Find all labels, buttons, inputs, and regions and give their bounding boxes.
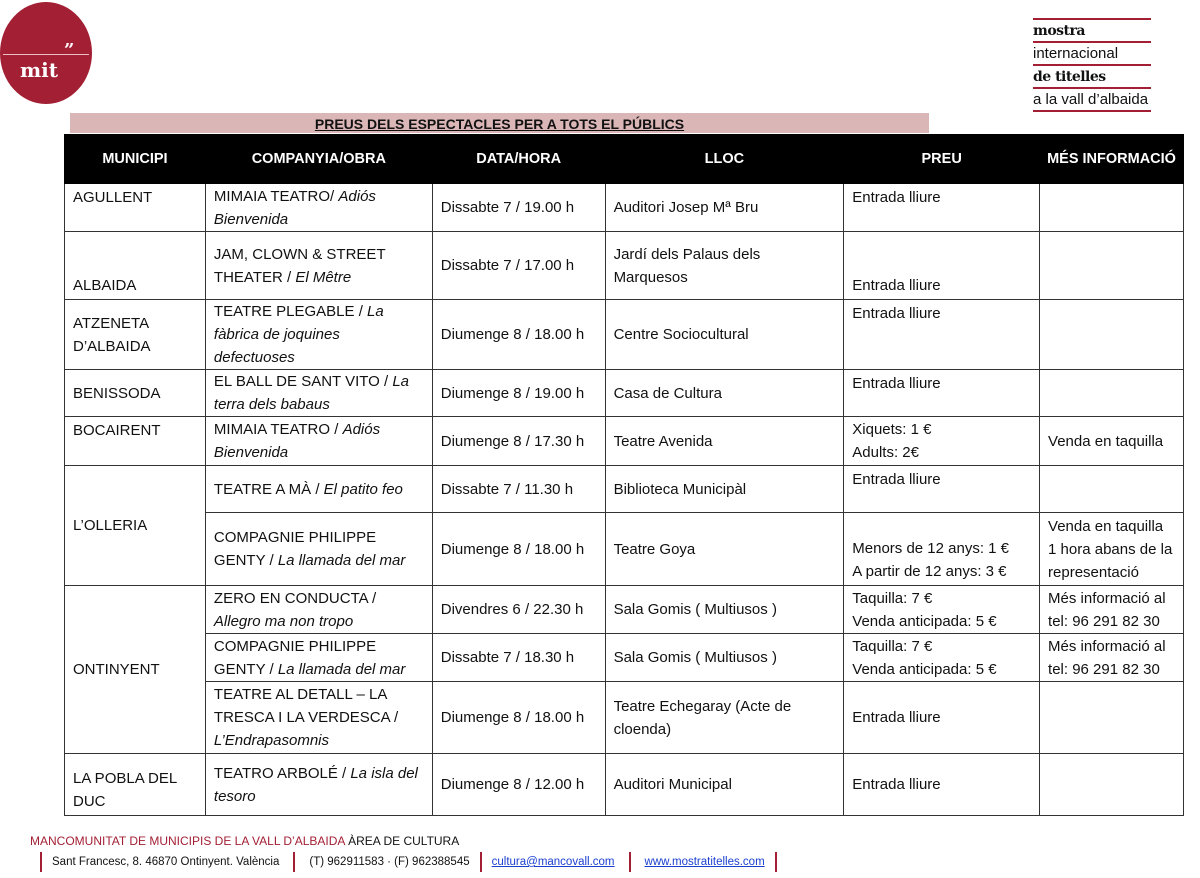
company-name: MIMAIA TEATRO/ (213, 187, 339, 205)
festival-brand (1033, 18, 1151, 112)
price-line: Entrada lliure (852, 277, 941, 294)
company-cell (205, 184, 432, 232)
municipi-cell: LA POBLA DEL DUC (65, 754, 206, 816)
info-cell (1040, 232, 1184, 300)
place-cell: Auditori Municipal (605, 754, 844, 816)
company-cell (205, 634, 432, 682)
work-title: Adiós Bienvenida (213, 187, 376, 228)
col-info: MÉS INFORMACIÓ (1040, 135, 1184, 184)
company-cell (205, 682, 432, 754)
website-link[interactable]: www.mostratitelles.com (644, 856, 765, 868)
price-cell (844, 634, 1040, 682)
table-header (65, 135, 1184, 184)
work-title: El Mêtre (295, 268, 352, 286)
municipi-cell: L’OLLERIA (65, 466, 206, 586)
col-data: DATA/HORA (432, 135, 605, 184)
price-cell (844, 184, 1040, 232)
table-row (65, 634, 1184, 682)
price-cell (844, 417, 1040, 466)
company-name: MIMAIA TEATRO / (213, 421, 343, 438)
logo-text: mit (20, 58, 58, 82)
price-cell (844, 754, 1040, 816)
brand-line: de titelles (1033, 64, 1151, 87)
company-cell (205, 586, 432, 634)
company-cell (205, 466, 432, 513)
place-cell: Biblioteca Municipàl (605, 466, 844, 513)
work-title: El patito feo (323, 480, 403, 498)
price-line: Xiquets: 1 € (852, 421, 932, 438)
place-cell: Jardí dels Palaus dels Marquesos (605, 232, 844, 300)
place-cell: Sala Gomis ( Multiusos ) (605, 586, 844, 634)
price-line: Taquilla: 7 € (852, 589, 933, 607)
work-title: Allegro ma non tropo (213, 612, 354, 630)
company-name: TEATRE PLEGABLE / (213, 303, 368, 320)
company-name: TEATRO ARBOLÉ / (213, 764, 351, 782)
date-cell: Divendres 6 / 22.30 h (432, 586, 605, 634)
date-cell: Diumenge 8 / 18.00 h (432, 682, 605, 754)
page-title-text: PREUS DELS ESPECTACLES PER A TOTS EL PÚBLICS (314, 116, 685, 132)
date-cell: Dissabte 7 / 17.00 h (432, 232, 605, 300)
footer-org (30, 834, 459, 848)
email-link[interactable]: cultura@mancovall.com (491, 856, 615, 868)
company-cell (205, 513, 432, 586)
table-row (65, 370, 1184, 417)
page-title (70, 113, 929, 133)
price-line: Venda anticipada: 5 € (852, 660, 997, 678)
price-cell (844, 466, 1040, 513)
table-row (65, 586, 1184, 634)
place-cell: Centre Sociocultural (605, 300, 844, 370)
price-line: Entrada lliure (852, 189, 941, 206)
place-cell: Sala Gomis ( Multiusos ) (605, 634, 844, 682)
place-cell: Teatre Avenida (605, 417, 844, 466)
date-cell: Dissabte 7 / 18.30 h (432, 634, 605, 682)
table-row (65, 466, 1184, 513)
work-title: La fàbrica de joquines defectuoses (213, 303, 384, 366)
price-cell (844, 370, 1040, 417)
company-name: TEATRE A MÀ / (213, 480, 324, 498)
date-cell: Diumenge 8 / 18.00 h (432, 300, 605, 370)
municipi-cell: BENISSODA (65, 370, 206, 417)
phone: (T) 962911583 · (F) 962388545 (309, 856, 470, 868)
price-cell (844, 513, 1040, 586)
price-line: A partir de 12 anys: 3 € (852, 563, 1007, 580)
price-line: Entrada lliure (852, 709, 941, 726)
table-row (65, 754, 1184, 816)
table-row (65, 232, 1184, 300)
municipi-cell: ONTINYENT (65, 586, 206, 754)
price-line: Adults: 2€ (852, 444, 919, 461)
company-name: ZERO EN CONDUCTA / (213, 589, 377, 607)
work-title: La isla del tesoro (213, 764, 418, 805)
prices-table (64, 134, 1184, 816)
company-name: TEATRE AL DETALL – LA TRESCA I LA VERDESCA / (213, 686, 399, 726)
date-cell: Diumenge 8 / 17.30 h (432, 417, 605, 466)
municipi-cell: AGULLENT (65, 184, 206, 232)
place-cell: Teatre Goya (605, 513, 844, 586)
work-title: La terra dels babaus (213, 373, 410, 413)
brand-line: mostra (1033, 18, 1151, 41)
municipi-cell: BOCAIRENT (65, 417, 206, 466)
company-cell (205, 417, 432, 466)
col-municipi: MUNICIPI (65, 135, 206, 184)
address: Sant Francesc, 8. 46870 Ontinyent. València (52, 856, 280, 868)
info-cell (1040, 184, 1184, 232)
brand-line: internacional (1033, 41, 1151, 64)
company-name: EL BALL DE SANT VITO / (213, 373, 393, 390)
info-cell: Venda en taquilla 1 hora abans de la representació (1040, 513, 1184, 586)
place-cell: Casa de Cultura (605, 370, 844, 417)
price-cell (844, 586, 1040, 634)
date-cell: Diumenge 8 / 19.00 h (432, 370, 605, 417)
price-line: Entrada lliure (852, 375, 941, 392)
municipi-cell: ALBAIDA (65, 232, 206, 300)
company-name: COMPAGNIE PHILIPPE GENTY / (213, 529, 377, 569)
price-line: Entrada lliure (852, 471, 941, 488)
company-cell (205, 232, 432, 300)
brand-line: a la vall d’albaida (1033, 87, 1151, 110)
work-title: La llamada del mar (277, 552, 406, 569)
date-cell: Dissabte 7 / 11.30 h (432, 466, 605, 513)
table-row (65, 417, 1184, 466)
place-cell: Teatre Echegaray (Acte de cloenda) (605, 682, 844, 754)
table-row (65, 184, 1184, 232)
table-row (65, 682, 1184, 754)
logo-mark: ” (64, 40, 75, 61)
price-cell (844, 232, 1040, 300)
price-line: Taquilla: 7 € (852, 637, 933, 655)
company-cell (205, 370, 432, 417)
company-name: COMPAGNIE PHILIPPE GENTY / (213, 637, 377, 678)
work-title: Adiós Bienvenida (213, 421, 381, 461)
col-companyia: COMPANYIA/OBRA (205, 135, 432, 184)
price-line: Entrada lliure (852, 776, 941, 793)
col-lloc: LLOC (605, 135, 844, 184)
mit-logo (0, 2, 92, 104)
info-cell: Més informació al tel: 96 291 82 30 (1040, 634, 1184, 682)
info-cell (1040, 682, 1184, 754)
info-cell (1040, 466, 1184, 513)
info-cell (1040, 370, 1184, 417)
org-name: MANCOMUNITAT DE MUNICIPIS DE LA VALL D’ALBAIDA (30, 834, 345, 848)
info-cell: Venda en taquilla (1040, 417, 1184, 466)
company-name: JAM, CLOWN & STREET THEATER / (213, 245, 386, 286)
col-preu: PREU (844, 135, 1040, 184)
price-line: Menors de 12 anys: 1 € (852, 540, 1010, 557)
company-cell (205, 754, 432, 816)
info-cell: Més informació al tel: 96 291 82 30 (1040, 586, 1184, 634)
price-cell (844, 300, 1040, 370)
price-line: Entrada lliure (852, 305, 941, 322)
price-line: Venda anticipada: 5 € (852, 612, 997, 630)
date-cell: Diumenge 8 / 18.00 h (432, 513, 605, 586)
place-cell: Auditori Josep Mª Bru (605, 184, 844, 232)
info-cell (1040, 300, 1184, 370)
company-cell (205, 300, 432, 370)
price-cell (844, 682, 1040, 754)
date-cell: Dissabte 7 / 19.00 h (432, 184, 605, 232)
footer-contact (30, 852, 787, 872)
work-title: L’Endrapasomnis (213, 732, 329, 749)
table-row (65, 300, 1184, 370)
table-row (65, 513, 1184, 586)
municipi-cell: ATZENETA D’ALBAIDA (65, 300, 206, 370)
work-title: La llamada del mar (277, 660, 406, 678)
area-name: ÀREA DE CULTURA (348, 834, 460, 848)
info-cell (1040, 754, 1184, 816)
date-cell: Diumenge 8 / 12.00 h (432, 754, 605, 816)
